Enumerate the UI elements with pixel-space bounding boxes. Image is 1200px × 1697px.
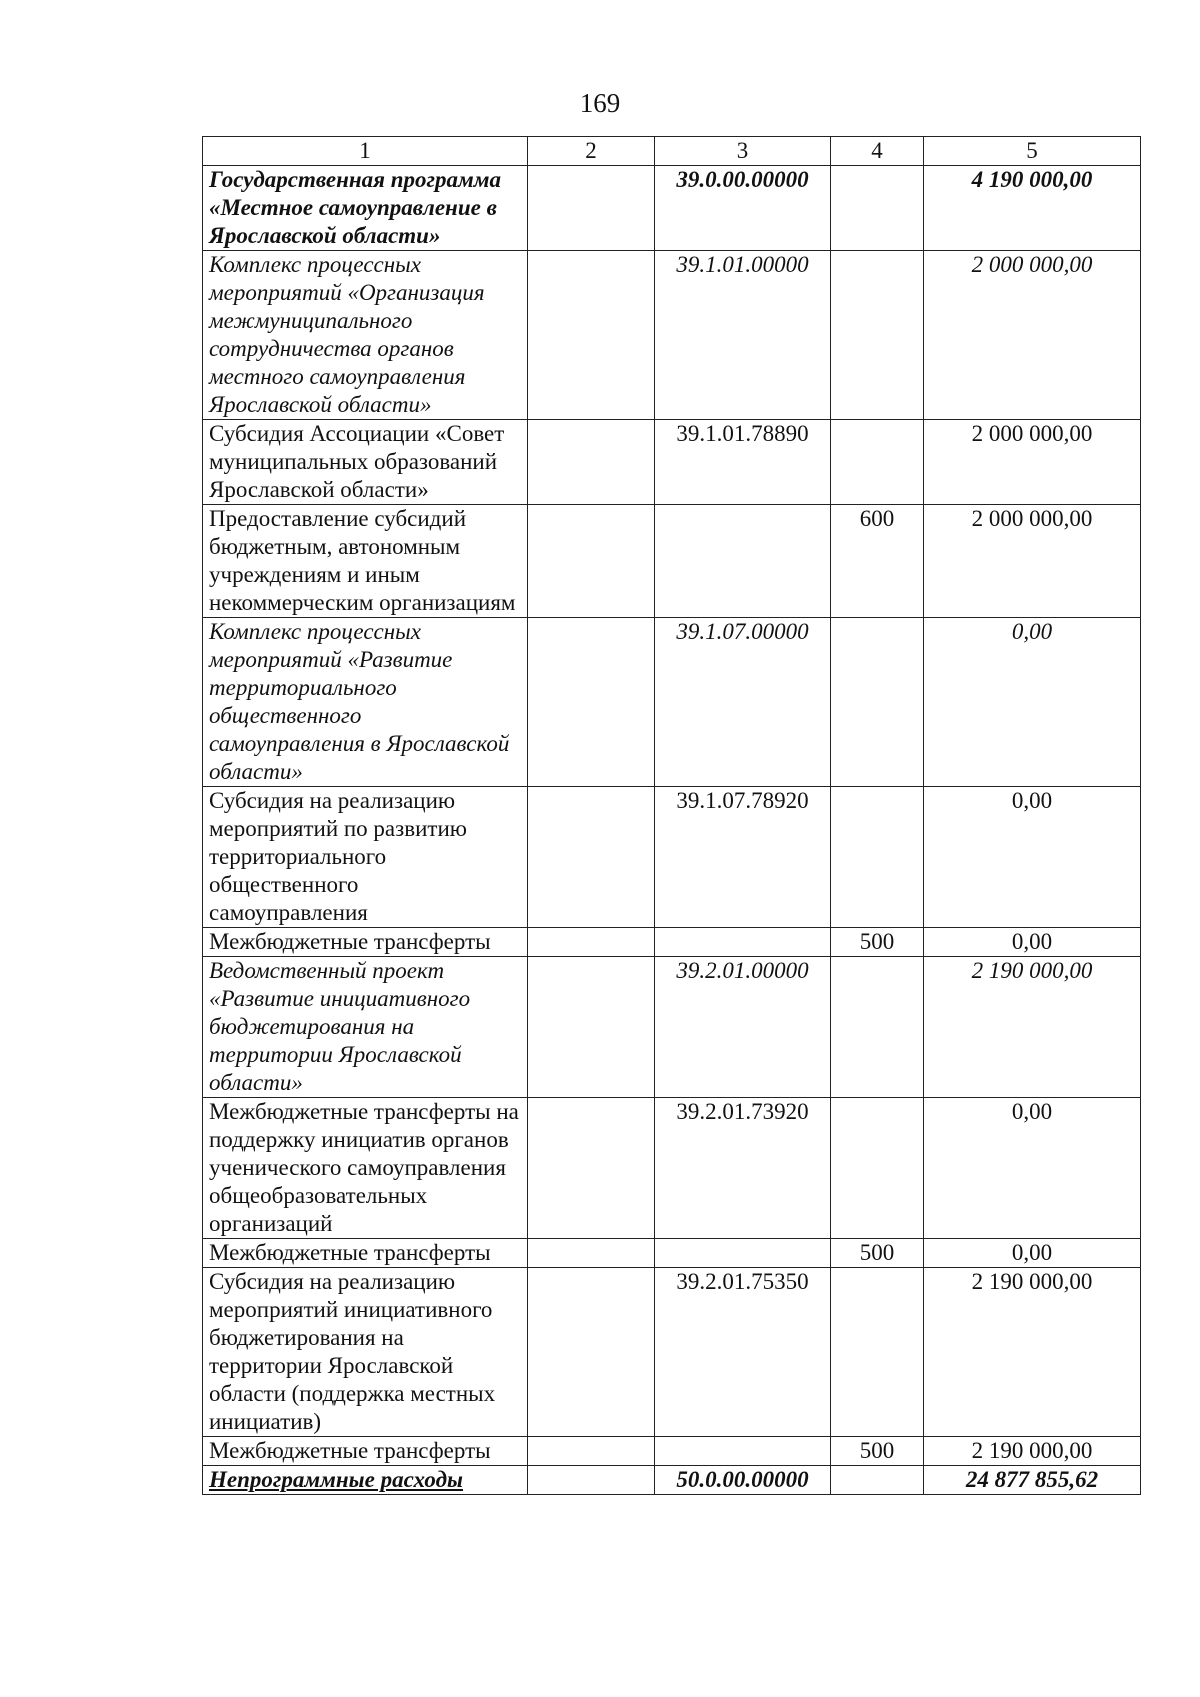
row-kvr: [831, 420, 924, 505]
row-col2: [528, 1098, 655, 1239]
row-col2: [528, 505, 655, 618]
row-col2: [528, 957, 655, 1098]
row-kvr: 500: [831, 928, 924, 957]
row-col2: [528, 420, 655, 505]
row-kvr: [831, 1268, 924, 1437]
row-amount: 0,00: [924, 787, 1141, 928]
row-code: 39.1.07.00000: [655, 618, 831, 787]
table-row: [203, 166, 1141, 251]
row-kvr: 500: [831, 1239, 924, 1268]
row-name: Межбюджетные трансферты на поддержку инициатив органов ученического самоуправления общеобразовательных организаций: [203, 1098, 528, 1239]
column-header-3: 3: [655, 137, 831, 166]
column-header-5: 5: [924, 137, 1141, 166]
row-name: Субсидия на реализацию мероприятий по развитию территориального общественного самоуправления: [203, 787, 528, 928]
table-row: [203, 1268, 1141, 1437]
row-code: [655, 1437, 831, 1466]
column-header-4: 4: [831, 137, 924, 166]
table-row: [203, 505, 1141, 618]
row-name: Межбюджетные трансферты: [203, 1239, 528, 1268]
row-kvr: [831, 166, 924, 251]
row-col2: [528, 1437, 655, 1466]
row-amount: 2 190 000,00: [924, 1437, 1141, 1466]
row-code: [655, 1239, 831, 1268]
row-code: 39.2.01.75350: [655, 1268, 831, 1437]
row-amount: 0,00: [924, 928, 1141, 957]
row-code: 39.2.01.00000: [655, 957, 831, 1098]
row-code: 39.0.00.00000: [655, 166, 831, 251]
table-row: [203, 957, 1141, 1098]
row-kvr: [831, 957, 924, 1098]
row-amount: 24 877 855,62: [924, 1466, 1141, 1495]
table-row: [203, 420, 1141, 505]
row-amount: 2 000 000,00: [924, 420, 1141, 505]
row-kvr: [831, 1098, 924, 1239]
row-name: Ведомственный проект «Развитие инициативного бюджетирования на территории Ярославской области»: [203, 957, 528, 1098]
page-number: 169: [579, 88, 621, 118]
table-row: [203, 1466, 1141, 1495]
row-col2: [528, 618, 655, 787]
table-row: [203, 618, 1141, 787]
row-amount: 2 190 000,00: [924, 957, 1141, 1098]
row-col2: [528, 1239, 655, 1268]
row-name: Комплекс процессных мероприятий «Организация межмуниципального сотрудничества органов местного самоуправления Ярославской области»: [203, 251, 528, 420]
table-row: [203, 251, 1141, 420]
row-code: [655, 928, 831, 957]
row-kvr: [831, 618, 924, 787]
table-row: [203, 1437, 1141, 1466]
row-name: Комплекс процессных мероприятий «Развитие территориального общественного самоуправления в Ярославской области»: [203, 618, 528, 787]
row-code: 39.1.07.78920: [655, 787, 831, 928]
row-amount: 0,00: [924, 1239, 1141, 1268]
row-col2: [528, 251, 655, 420]
row-name: Непрограммные расходы: [203, 1466, 528, 1495]
row-kvr: [831, 787, 924, 928]
row-amount: 4 190 000,00: [924, 166, 1141, 251]
row-col2: [528, 1268, 655, 1437]
row-amount: 2 000 000,00: [924, 505, 1141, 618]
row-code: 39.2.01.73920: [655, 1098, 831, 1239]
row-code: 39.1.01.00000: [655, 251, 831, 420]
row-name: Субсидия на реализацию мероприятий инициативного бюджетирования на территории Ярославской области (поддержка местных инициатив): [203, 1268, 528, 1437]
table-row: [203, 1239, 1141, 1268]
column-header-2: 2: [528, 137, 655, 166]
budget-table: [202, 136, 1141, 1495]
row-code: 50.0.00.00000: [655, 1466, 831, 1495]
column-number-row: [203, 137, 1141, 166]
column-header-1: 1: [203, 137, 528, 166]
row-name: Предоставление субсидий бюджетным, автономным учреждениям и иным некоммерческим организациям: [203, 505, 528, 618]
row-col2: [528, 787, 655, 928]
row-col2: [528, 1466, 655, 1495]
row-name: Межбюджетные трансферты: [203, 1437, 528, 1466]
row-code: [655, 505, 831, 618]
table-row: [203, 928, 1141, 957]
table-row: [203, 1098, 1141, 1239]
row-kvr: [831, 251, 924, 420]
row-kvr: [831, 1466, 924, 1495]
row-name: Субсидия Ассоциации «Совет муниципальных образований Ярославской области»: [203, 420, 528, 505]
row-amount: 2 000 000,00: [924, 251, 1141, 420]
row-col2: [528, 928, 655, 957]
row-amount: 0,00: [924, 618, 1141, 787]
row-code: 39.1.01.78890: [655, 420, 831, 505]
row-name: Межбюджетные трансферты: [203, 928, 528, 957]
row-kvr: 500: [831, 1437, 924, 1466]
row-col2: [528, 166, 655, 251]
row-amount: 2 190 000,00: [924, 1268, 1141, 1437]
row-name: Государственная программа «Местное самоуправление в Ярославской области»: [203, 166, 528, 251]
table-row: [203, 787, 1141, 928]
row-kvr: 600: [831, 505, 924, 618]
row-amount: 0,00: [924, 1098, 1141, 1239]
